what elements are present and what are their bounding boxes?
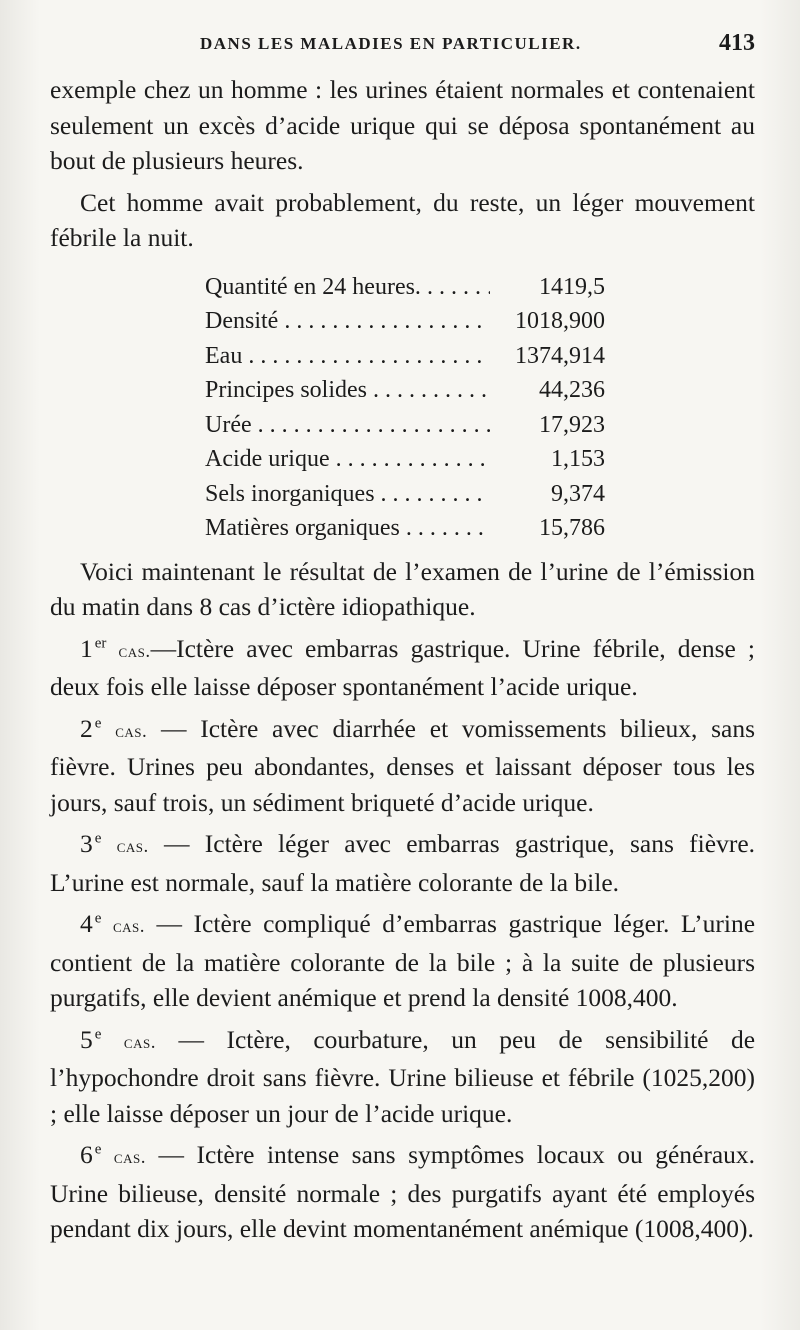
case-number: 1 [80, 633, 93, 663]
case-paragraph [50, 906, 755, 1016]
case-label: cas. [113, 1147, 146, 1168]
case-number: 2 [80, 713, 93, 743]
case-text: — Ictère, courbature, un peu de sensibilité de l’hypochondre droit sans fièvre. Urine bilieuse et fébrile (1025,200) ; elle laisse déposer un jour de l’acide urique. [50, 1024, 756, 1128]
case-text: — Ictère compliqué d’embarras gastrique léger. L’urine contient de la matière colorante de la bile ; à la suite de plusieurs purgatifs, elle devient anémique et prend la densité 1008,400. [50, 909, 756, 1012]
case-paragraph [50, 1022, 755, 1132]
analysis-value: 9,374 [551, 480, 605, 507]
analysis-value: 1374,914 [515, 342, 605, 369]
analysis-label: Matières organiques . . . [205, 511, 490, 546]
analysis-row [205, 373, 605, 408]
transition-paragraph: Voici maintenant le résultat de l’examen de l’urine de l’émission du matin dans 8 cas d’ictère idiopathique. [50, 556, 755, 621]
analysis-label: Urée . . . [205, 408, 490, 443]
analysis-value: 15,786 [539, 515, 605, 541]
analysis-value: 1,153 [551, 446, 605, 472]
intro-paragraph-1: exemple chez un homme : les urines étaient normales et contenaient seulement un excès d’acide urique qui se déposa spontanément au bout de plusieurs heures. [50, 75, 755, 175]
analysis-row [205, 408, 605, 443]
analysis-value: 1419,5 [539, 273, 605, 300]
case-label: cas. [118, 640, 151, 662]
running-title: DANS LES MALADIES EN PARTICULIER. [200, 34, 582, 53]
analysis-label: Quantité en 24 heures. . . . [205, 270, 490, 305]
page-body [50, 72, 755, 1247]
case-ordinal: e [94, 1026, 102, 1042]
case-ordinal: e [94, 910, 102, 927]
case-ordinal: er [94, 635, 107, 651]
case-number: 4 [80, 909, 93, 938]
case-number: 3 [80, 829, 93, 858]
case-paragraph [50, 826, 755, 900]
analysis-row [205, 339, 605, 374]
analysis-row [205, 511, 605, 546]
case-text: — Ictère avec diarrhée et vomissements bilieux, sans fièvre. Urines peu abondantes, denses et laissant déposer tous les jours, sauf trois, un sédiment briqueté d’acide urique. [50, 713, 756, 817]
case-label: cas. [116, 836, 149, 857]
analysis-label: Principes solides . . . [205, 373, 490, 408]
case-text: — Ictère intense sans symptômes locaux ou généraux. Urine bilieuse, densité normale ; des purgatifs ayant été employés pendant dix jours, elle devint momentanément anémique (1008,400). [50, 1140, 756, 1243]
analysis-row [205, 304, 605, 339]
analysis-row [205, 442, 605, 477]
analysis-label: Acide urique . . . [205, 442, 490, 477]
case-text: — Ictère léger avec embarras gastrique, sans fièvre. L’urine est normale, sauf la matière colorante de la bile. [50, 829, 756, 897]
case-paragraph [50, 711, 755, 821]
analysis-label: Sels inorganiques . . . [205, 477, 490, 512]
case-paragraph [50, 631, 755, 705]
analysis-value: 44,236 [539, 377, 605, 403]
analysis-row [205, 270, 605, 305]
analysis-label: Densité . . . [205, 304, 490, 339]
case-label: cas. [123, 1031, 156, 1053]
page-header [50, 30, 755, 64]
analysis-label: Eau . . . [205, 339, 490, 374]
analysis-value: 17,923 [539, 411, 605, 438]
intro-paragraph-2: Cet homme avait probablement, du reste, un léger mouvement fébrile la nuit. [50, 187, 755, 252]
case-number: 5 [80, 1024, 93, 1054]
page-number: 413 [719, 30, 755, 56]
case-ordinal: e [94, 1141, 102, 1158]
case-paragraph [50, 1137, 755, 1247]
case-label: cas. [115, 720, 148, 742]
case-text: —Ictère avec embarras gastrique. Urine fébrile, dense ; deux fois elle laisse déposer spontanément l’acide urique. [50, 633, 756, 701]
analysis-value: 1018,900 [515, 308, 605, 334]
case-label: cas. [112, 916, 145, 937]
case-ordinal: e [94, 715, 102, 731]
case-ordinal: e [94, 830, 102, 847]
analysis-row [205, 477, 605, 512]
urine-analysis-table [205, 270, 605, 546]
case-number: 6 [80, 1140, 93, 1169]
